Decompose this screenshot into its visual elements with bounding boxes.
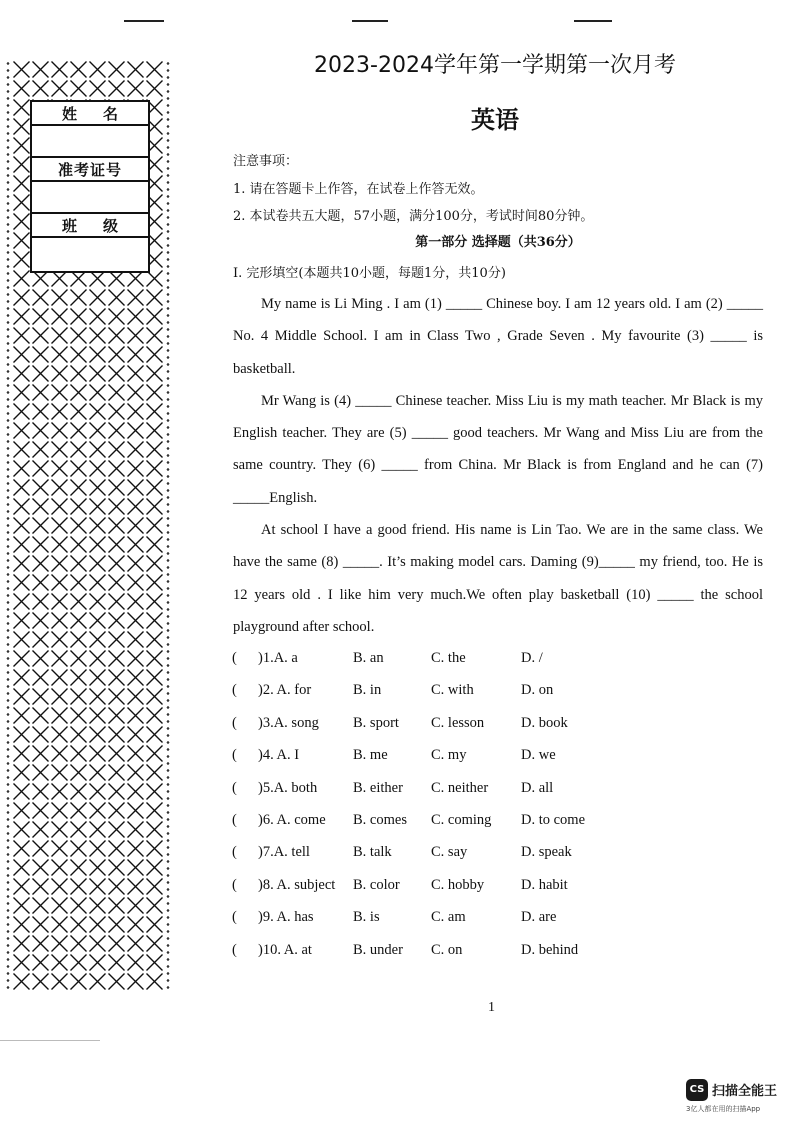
option-b: B. either xyxy=(353,779,403,796)
option-b: B. in xyxy=(353,682,382,699)
option-c: C. lesson xyxy=(431,714,485,731)
option-a: )7.A. tell xyxy=(258,844,310,861)
answer-bracket[interactable]: ( xyxy=(232,714,237,731)
camscanner-logo-icon: CS xyxy=(686,1079,708,1101)
option-d: D. behind xyxy=(521,941,579,958)
question-row xyxy=(232,744,632,776)
option-a: )5.A. both xyxy=(258,779,318,796)
question-list xyxy=(232,647,632,971)
option-d: D. are xyxy=(521,909,557,926)
notice-heading: 注意事项： xyxy=(233,154,299,169)
answer-bracket[interactable]: ( xyxy=(232,650,237,666)
exam-title: 2023-2024学年第一学期第一次月考 xyxy=(314,53,676,78)
question-row xyxy=(232,841,632,873)
exam-id-label: 准考证号 xyxy=(32,158,148,182)
question-row xyxy=(232,777,632,809)
option-a: )1.A. a xyxy=(258,650,298,666)
top-registration-mark xyxy=(124,20,164,22)
question-row xyxy=(232,874,632,906)
class-label: 班级 xyxy=(32,214,148,238)
top-registration-mark xyxy=(352,20,388,22)
question-row xyxy=(232,939,632,971)
question-row xyxy=(232,906,632,938)
subject-title: 英语 xyxy=(471,106,519,134)
cloze-passage xyxy=(233,288,763,643)
answer-bracket[interactable]: ( xyxy=(232,941,237,958)
option-a: )10. A. at xyxy=(258,941,312,958)
option-b: B. is xyxy=(353,909,380,926)
option-c: C. coming xyxy=(431,811,492,828)
notice-item: 1. 请在答题卡上作答，在试卷上作答无效。 xyxy=(233,182,484,197)
option-a: )3.A. song xyxy=(258,714,319,731)
option-d: D. speak xyxy=(521,844,572,861)
section-heading: I. 完形填空(本题共10小题，每题1分，共10分) xyxy=(233,266,506,281)
passage-paragraph: At school I have a good friend. His name is Lin Tao. We are in the same class. We have the same (8) _____. It’s making model cars. Daming (9)_____ my friend, too. He is 12 years old . I like him very much.We often play basketball (10) _____ the school playground after school. xyxy=(233,522,763,635)
option-c: C. am xyxy=(431,909,466,926)
name-field[interactable] xyxy=(32,126,148,158)
bottom-divider xyxy=(0,1040,100,1041)
option-d: D. all xyxy=(521,779,554,796)
answer-bracket[interactable]: ( xyxy=(232,747,237,764)
option-d: D. habit xyxy=(521,876,568,893)
option-a: )4. A. I xyxy=(258,747,300,764)
option-d: D. / xyxy=(521,650,543,666)
answer-bracket[interactable]: ( xyxy=(232,909,237,926)
option-b: B. me xyxy=(353,747,388,764)
option-c: C. with xyxy=(431,682,474,699)
scanner-watermark xyxy=(686,1079,790,1115)
option-c: C. the xyxy=(431,650,466,666)
answer-bracket[interactable]: ( xyxy=(232,811,237,828)
page-number: 1 xyxy=(488,1000,495,1015)
option-d: D. to come xyxy=(521,811,586,828)
passage-paragraph: My name is Li Ming . I am (1) _____ Chinese boy. I am 12 years old. I am (2) _____ No. 4 Middle School. I am in Class Two , Grade Seven . My favourite (3) _____ is basketball. xyxy=(233,296,763,377)
passage-paragraph: Mr Wang is (4) _____ Chinese teacher. Miss Liu is my math teacher. Mr Black is my English teacher. They are (5) _____ good teachers. Mr Wang and Miss Liu are from the same country. They (6) _____ from China. Mr Black is from England and he can (7) _____English. xyxy=(233,392,763,506)
watermark-tagline: 3亿人都在用的扫描App xyxy=(686,1105,761,1113)
option-b: B. talk xyxy=(353,844,392,861)
option-c: C. say xyxy=(431,844,468,861)
option-c: C. hobby xyxy=(431,876,485,893)
answer-bracket[interactable]: ( xyxy=(232,682,237,699)
option-c: C. on xyxy=(431,941,463,958)
question-row xyxy=(232,679,632,711)
option-b: B. sport xyxy=(353,714,399,731)
option-b: B. under xyxy=(353,941,403,958)
option-a: )2. A. for xyxy=(258,682,312,699)
option-a: )9. A. has xyxy=(258,909,314,926)
exam-id-field[interactable] xyxy=(32,182,148,214)
notice-item: 2. 本试卷共五大题，57小题，满分100分，考试时间80分钟。 xyxy=(233,209,594,224)
answer-bracket[interactable]: ( xyxy=(232,844,237,861)
option-b: B. color xyxy=(353,876,400,893)
part-heading: 第一部分 选择题（共36分） xyxy=(415,235,581,250)
option-a: )6. A. come xyxy=(258,811,326,828)
option-c: C. neither xyxy=(431,779,489,796)
dotted-cut-line xyxy=(166,60,170,990)
name-label: 姓名 xyxy=(32,102,148,126)
option-c: C. my xyxy=(431,747,467,764)
answer-bracket[interactable]: ( xyxy=(232,779,237,796)
answer-bracket[interactable]: ( xyxy=(232,876,237,893)
binding-margin xyxy=(0,60,172,990)
question-row xyxy=(232,809,632,841)
option-d: D. we xyxy=(521,747,556,764)
option-d: D. book xyxy=(521,714,568,731)
option-d: D. on xyxy=(521,682,554,699)
question-row xyxy=(232,712,632,744)
watermark-name: 扫描全能王 xyxy=(712,1084,778,1099)
top-registration-mark xyxy=(574,20,612,22)
option-a: )8. A. subject xyxy=(258,876,336,893)
option-b: B. comes xyxy=(353,811,407,828)
question-row xyxy=(232,647,632,679)
student-info-box xyxy=(30,100,150,273)
option-b: B. an xyxy=(353,650,384,666)
dotted-cut-line xyxy=(6,60,10,990)
